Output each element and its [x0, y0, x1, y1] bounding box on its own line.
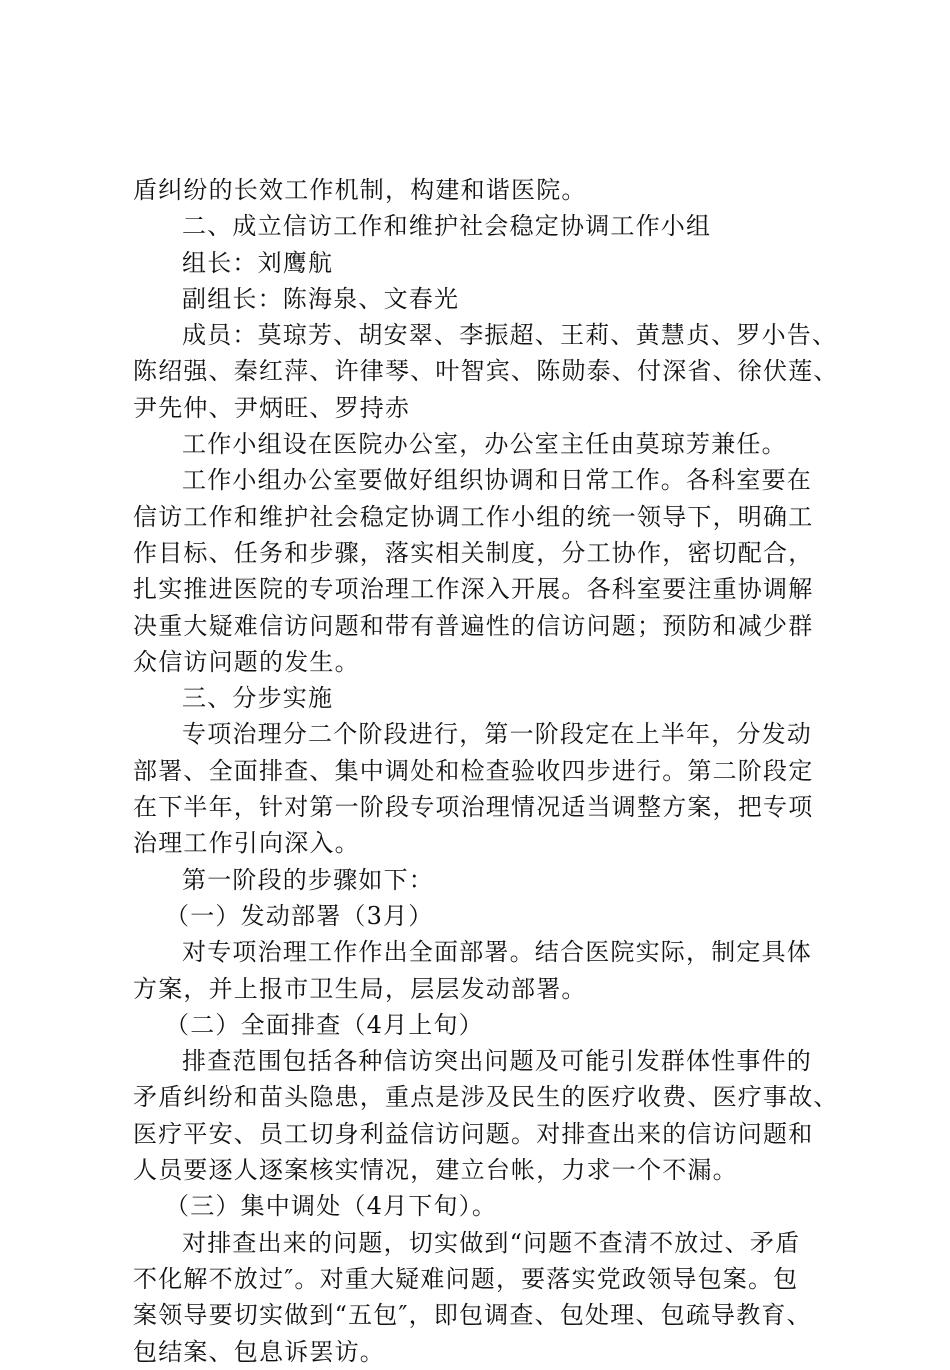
document-body: [133, 172, 839, 1370]
text-line: 成员：莫琼芳、胡安翠、李振超、王莉、黄慧贞、罗小告、: [182, 321, 838, 350]
text-line: 人员要逐人逐案核实情况，建立台帐，力求一个不漏。: [133, 1156, 738, 1185]
text-line: 工作小组设在医院办公室，办公室主任由莫琼芳兼任。: [182, 430, 787, 459]
text-line: 众信访问题的发生。: [133, 647, 360, 676]
text-line: 工作小组办公室要做好组织协调和日常工作。各科室要在: [182, 466, 812, 495]
subsection-heading: （一）发动部署（3月）: [165, 901, 434, 930]
text-line: 医疗平安、员工切身利益信访问题。对排查出来的信访问题和: [133, 1119, 814, 1148]
subsection-heading: （二）全面排查（4月上旬）: [165, 1010, 484, 1039]
text-line: 在下半年，针对第一阶段专项治理情况适当调整方案，把专项: [133, 793, 814, 822]
text-line: 不化解不放过″。对重大疑难问题，要落实党政领导包案。包: [133, 1264, 799, 1293]
section-heading: 三、分步实施: [182, 684, 334, 713]
section-heading: 二、成立信访工作和维护社会稳定协调工作小组: [182, 212, 712, 241]
text-line: 排查范围包括各种信访突出问题及可能引发群体性事件的: [182, 1047, 812, 1076]
text-line: 信访工作和维护社会稳定协调工作小组的统一领导下，明确工: [133, 502, 814, 531]
text-line: 包结案、包息诉罢访。: [133, 1337, 385, 1366]
text-line: 陈绍强、秦红萍、许律琴、叶智宾、陈勋泰、付深省、徐伏莲、: [133, 357, 839, 386]
text-line: 组长：刘鹰航: [182, 248, 334, 277]
text-line: 对排查出来的问题，切实做到“问题不查清不放过、矛盾: [182, 1228, 801, 1257]
text-line: 方案，并上报市卫生局，层层发动部署。: [133, 974, 587, 1003]
subsection-heading: （三）集中调处（4月下旬）。: [165, 1192, 498, 1221]
text-line: 作目标、任务和步骤，落实相关制度，分工协作，密切配合，: [133, 538, 814, 567]
text-line: 扎实推进医院的专项治理工作深入开展。各科室要注重协调解: [133, 575, 814, 604]
text-line: 矛盾纠纷和苗头隐患，重点是涉及民生的医疗收费、医疗事故、: [133, 1083, 839, 1112]
text-line: 专项治理分二个阶段进行，第一阶段定在上半年，分发动: [182, 720, 812, 749]
text-line: 对专项治理工作作出全面部署。结合医院实际，制定具体: [182, 938, 812, 967]
text-line: 决重大疑难信访问题和带有普遍性的信访问题；预防和减少群: [133, 611, 814, 640]
text-line: 副组长：陈海泉、文春光: [182, 284, 460, 313]
text-line: 治理工作引向深入。: [133, 829, 360, 858]
text-line: 尹先仲、尹炳旺、罗持赤: [133, 393, 411, 422]
text-line: 部署、全面排查、集中调处和检查验收四步进行。第二阶段定: [133, 756, 814, 785]
text-line: 案领导要切实做到“五包″，即包调查、包处理、包疏导教育、: [133, 1301, 812, 1330]
text-line: 盾纠纷的长效工作机制，构建和谐医院。: [133, 176, 587, 204]
text-line: 第一阶段的步骤如下：: [182, 865, 434, 894]
